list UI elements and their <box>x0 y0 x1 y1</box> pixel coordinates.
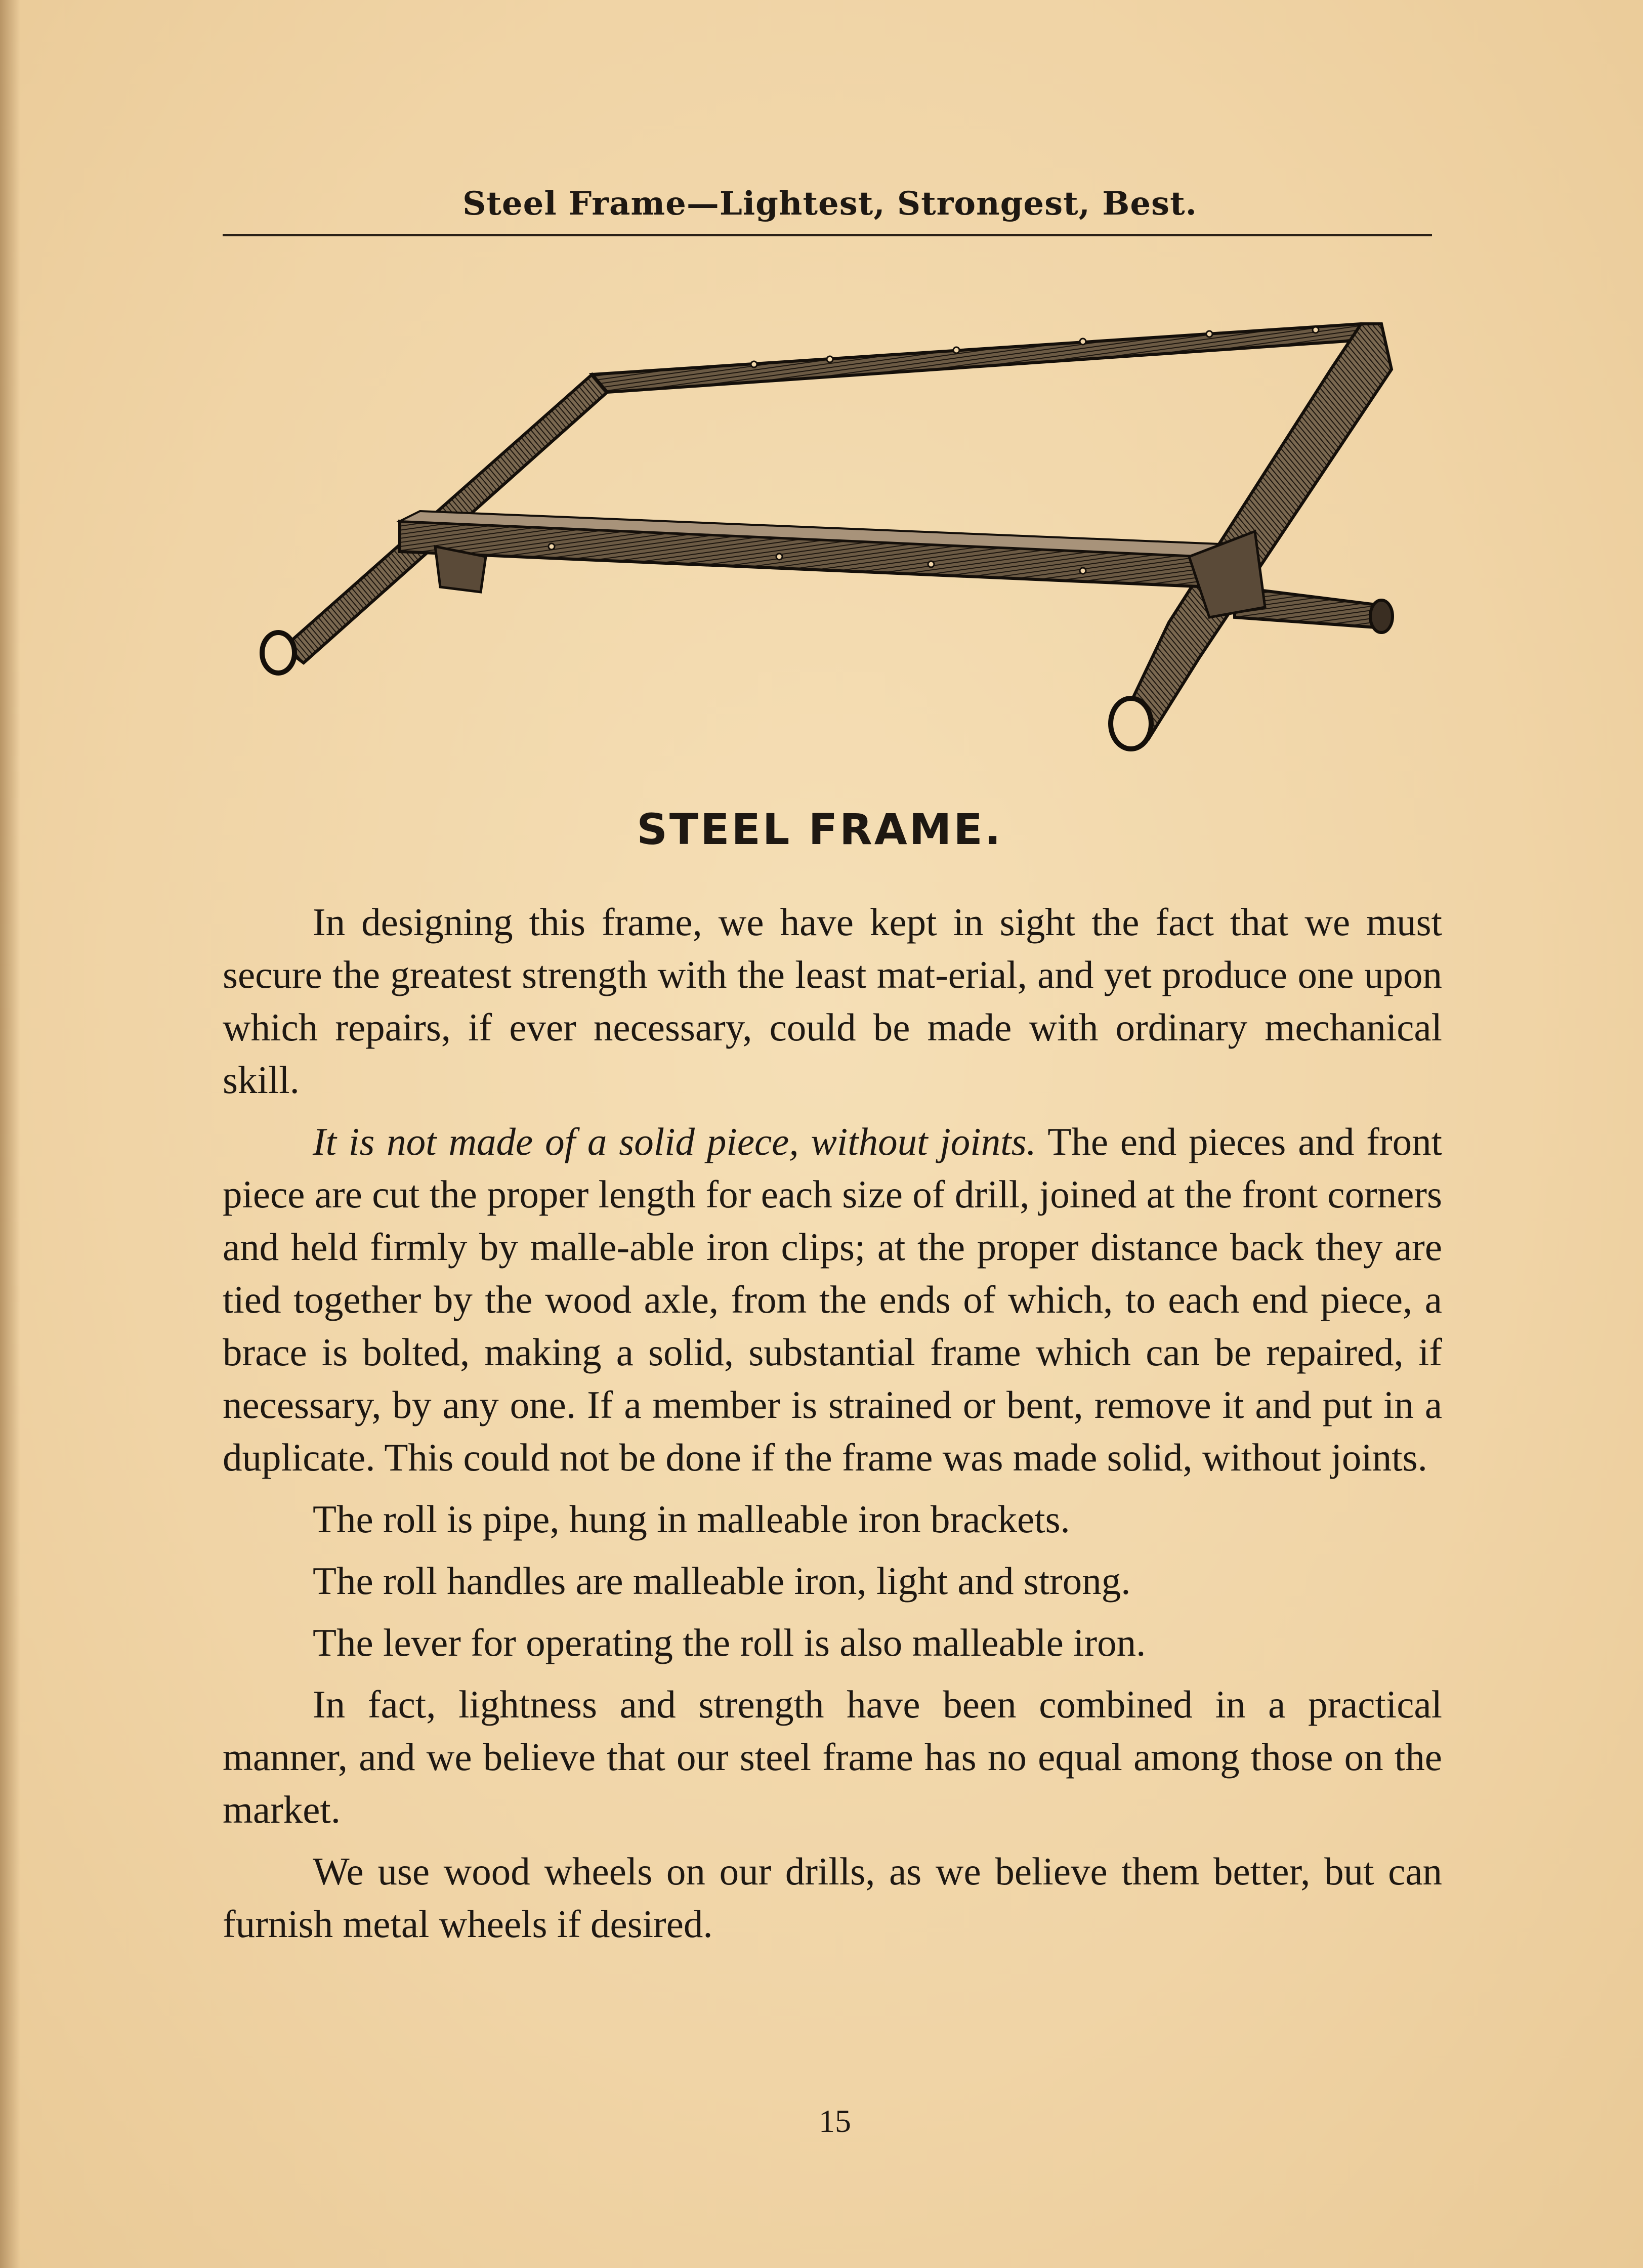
paragraph-5: The lever for operating the roll is also malleable iron. <box>313 1621 1146 1664</box>
paragraph-3: The roll is pipe, hung in malleable iron brackets. <box>313 1497 1070 1541</box>
body-text <box>223 896 1442 1959</box>
header-rule <box>223 234 1432 236</box>
binding-edge <box>0 0 20 2268</box>
paragraph-2-text: The end pieces and front piece are cut the proper length for each size of drill, joined at the front corners and held firmly by malle-able iron clips; at the proper distance back they are tied together by the wood axle, from the ends of which, to each end piece, a brace is bolted, making a solid, substantial frame which can be repaired, if necessary, by any one. If a member is strained or bent, remove it and put in a duplicate. This could not be done if the frame was made solid, without joints. <box>223 1120 1442 1479</box>
running-head: Steel Frame—Lightest, Strongest, Best. <box>462 185 1197 223</box>
section-title: STEEL FRAME. <box>637 805 1003 854</box>
paragraph-2-italic: It is not made of a solid piece, without joints. <box>313 1120 1036 1163</box>
paragraph-6: In fact, lightness and strength have been combined in a practical manner, and we believe that our steel frame has no equal among those on the market. <box>223 1683 1442 1831</box>
left-axle-end <box>262 633 294 673</box>
steel-frame-icon <box>248 293 1422 774</box>
paragraph-7: We use wood wheels on our drills, as we believe them better, but can furnish metal wheels if desired. <box>223 1850 1442 1946</box>
paragraph-1: In designing this frame, we have kept in sight the fact that we must secure the greatest strength with the least mat-erial, and yet produce one upon which repairs, if ever necessary, could be made with ordinary mechanical skill. <box>223 900 1442 1102</box>
paragraph-4: The roll handles are malleable iron, light and strong. <box>313 1559 1131 1603</box>
paragraph-2 <box>223 1115 1442 1484</box>
axle-end <box>1370 600 1393 633</box>
frame-back-bar <box>592 324 1376 392</box>
page-number: 15 <box>819 2103 851 2139</box>
right-lower-clip <box>1111 698 1151 749</box>
steel-frame-illustration <box>248 293 1422 774</box>
